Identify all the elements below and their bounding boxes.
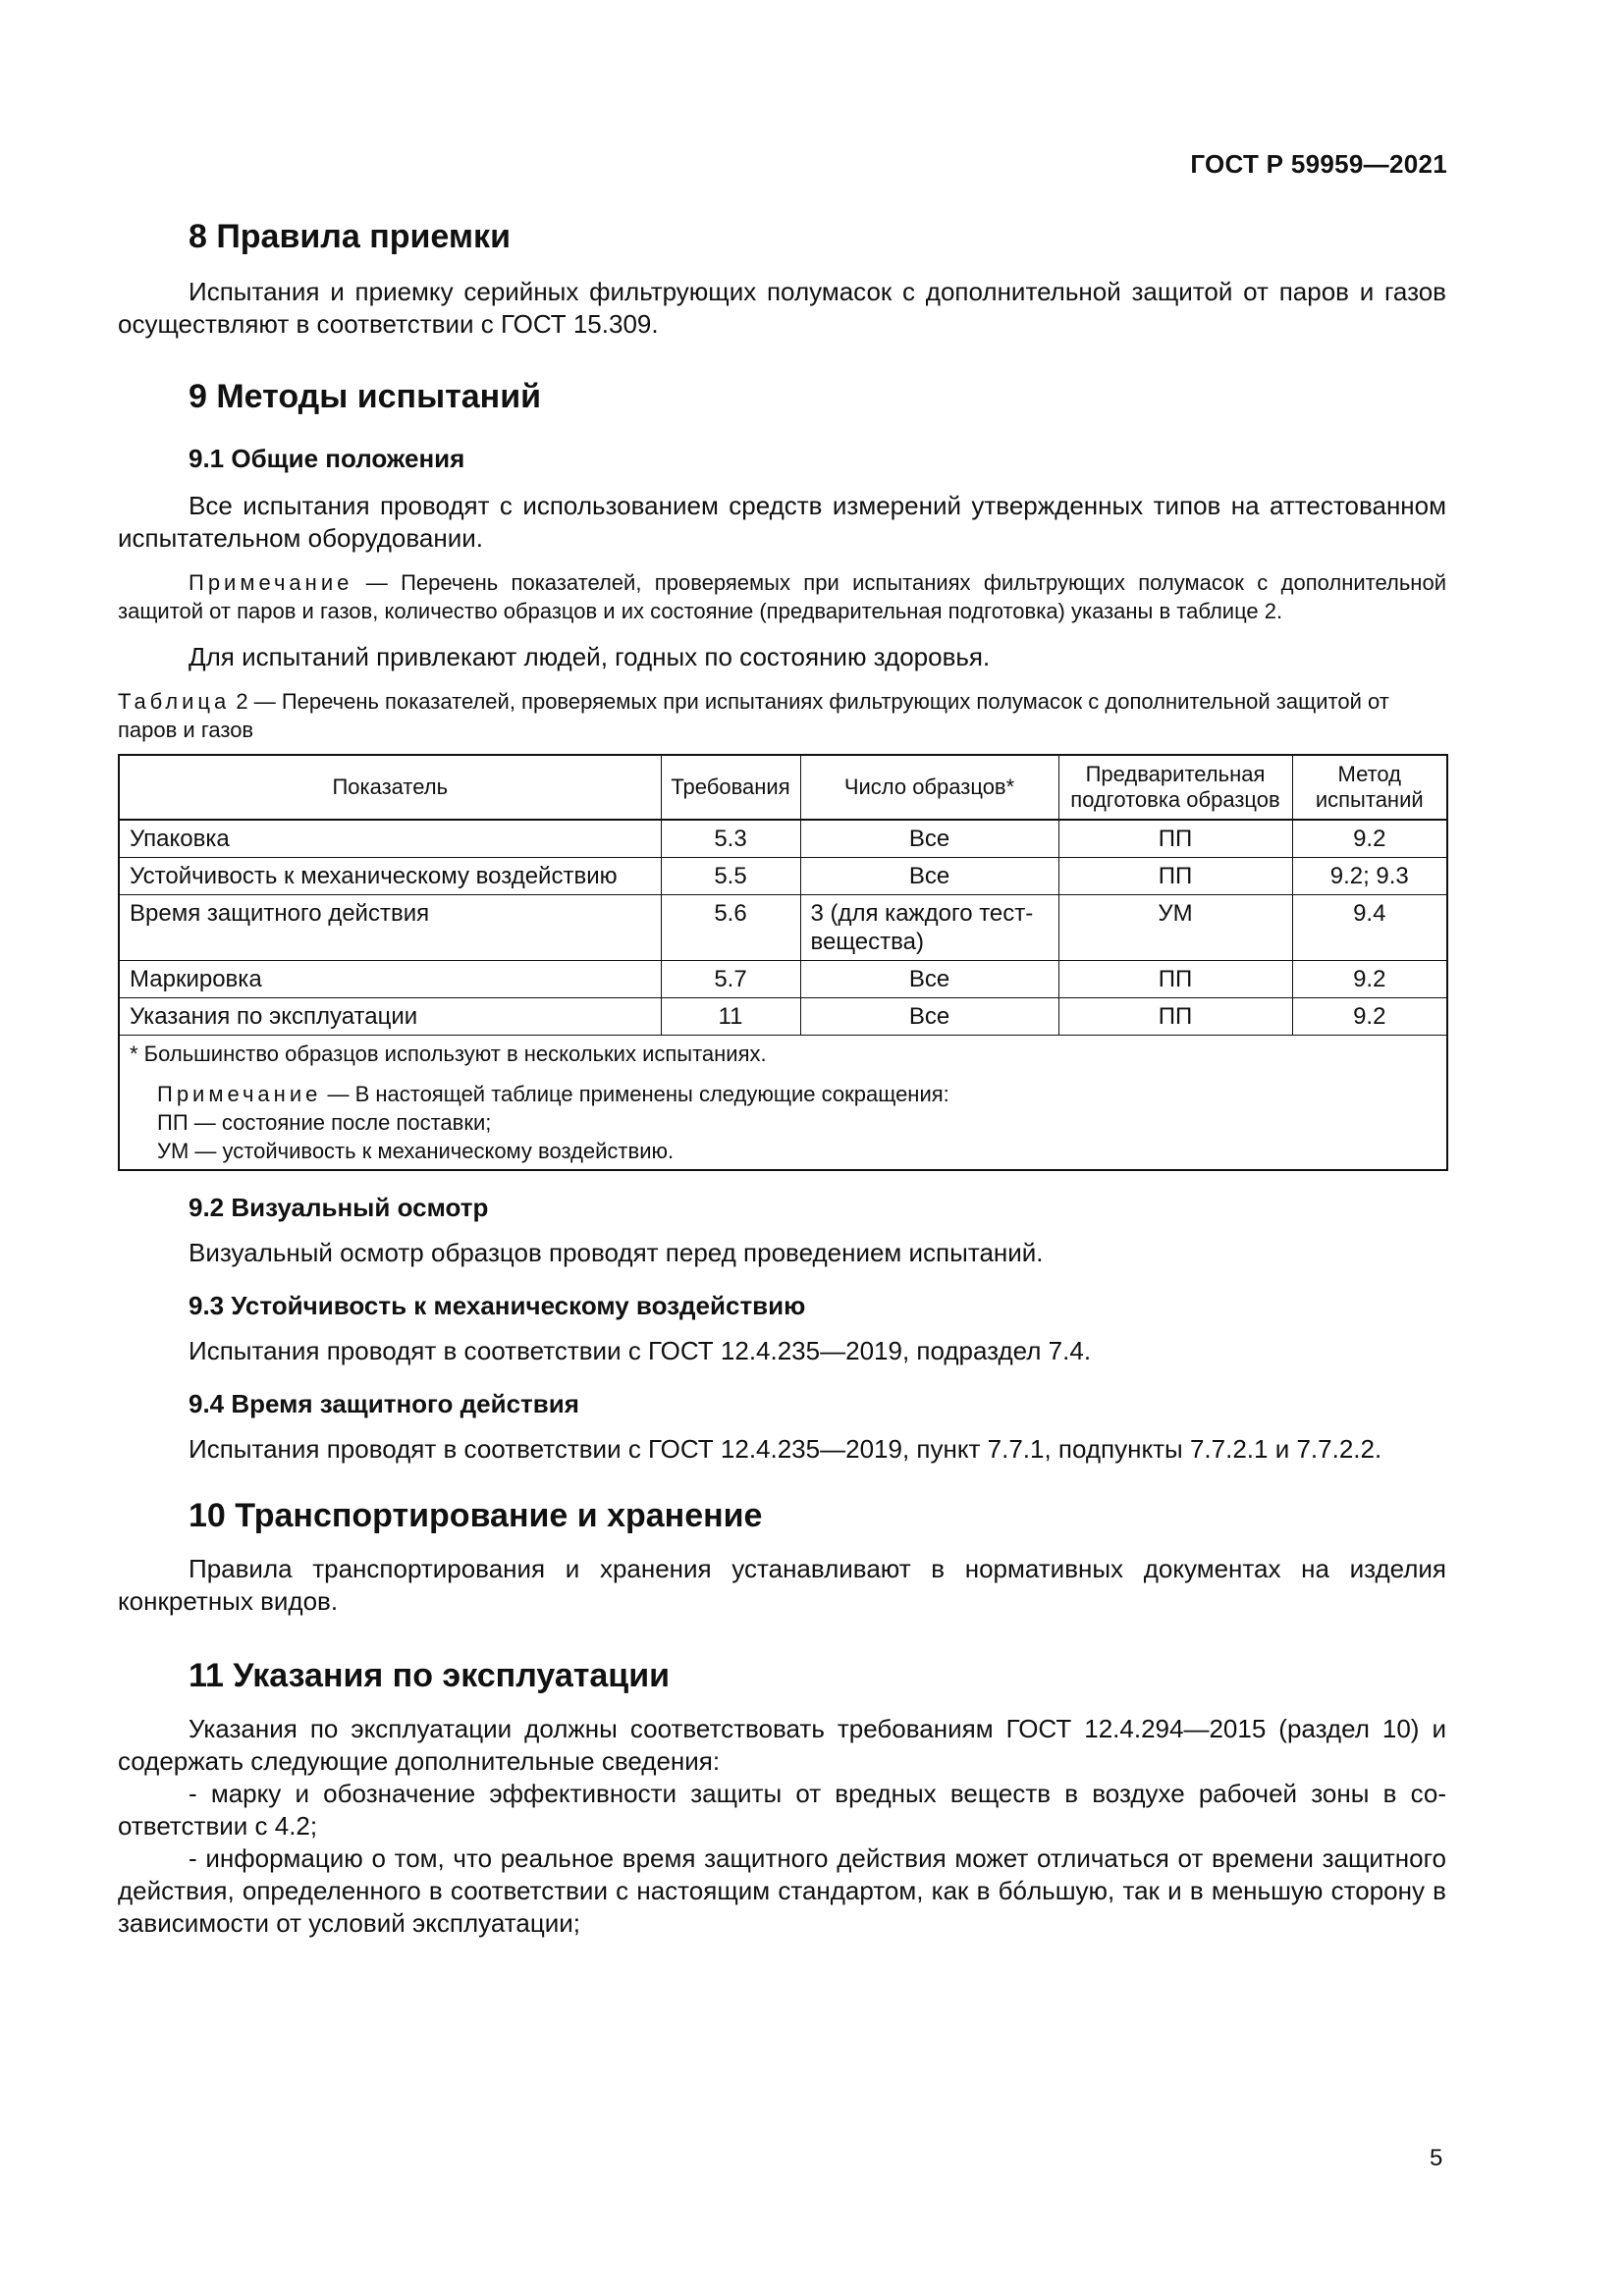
table-cell: Указания по эксплуатации (119, 998, 661, 1036)
table-note-line (157, 1080, 1436, 1108)
section-9-title: 9 Методы испытаний (189, 378, 542, 415)
table-note (157, 1080, 1436, 1165)
table-cell: 5.3 (661, 820, 800, 858)
table-cell: Время защитного действия (119, 895, 661, 961)
table-cell: 9.2 (1292, 961, 1447, 998)
table-abbr-item: УМ — устойчивость к механическому воздействию. (157, 1139, 675, 1163)
table-cell: ПП (1058, 961, 1292, 998)
table-cell: Маркировка (119, 961, 661, 998)
table-row (119, 998, 1447, 1036)
table-note-label: Примечание (157, 1082, 322, 1106)
section-9-1-paragraph-2: Для испытаний привлекают людей, годных по состоянию здоровья. (189, 642, 991, 671)
section-10-title: 10 Транспортирование и хранение (189, 1497, 763, 1534)
table-footnote: * Большинство образцов используют в нескольких испытаниях. (130, 1041, 767, 1066)
table-row (119, 961, 1447, 998)
document-code: ГОСТ Р 59959—2021 (1190, 149, 1447, 179)
section-9-4-title: 9.4 Время защитного действия (189, 1389, 579, 1418)
table-row (119, 858, 1447, 895)
table-cell: Упаковка (119, 820, 661, 858)
table-cell: Все (800, 998, 1058, 1036)
section-9-1-paragraph: Все испытания проводят с использованием средств измерений утвержденных типов на аттестованном испытательном оборудовании. (118, 491, 1446, 553)
table-note-text: — В настоящей таблице применены следующие сокращения: (321, 1082, 949, 1106)
section-9-1-title: 9.1 Общие положения (189, 444, 465, 473)
table-cell: 5.5 (661, 858, 800, 895)
table-footer-row (119, 1036, 1447, 1171)
table-cell: 3 (для каждого тест-вещества) (800, 895, 1058, 961)
page-content (118, 218, 1446, 1940)
section-9-3-paragraph: Испытания проводят в соответствии с ГОСТ 12.4.235—2019, подраздел 7.4. (189, 1336, 1092, 1365)
table-header-cell: Требования (661, 755, 800, 820)
page-number: 5 (1430, 2145, 1443, 2171)
section-9-3-title: 9.3 Устойчивость к механическому воздействию (189, 1291, 806, 1320)
table-cell: ПП (1058, 858, 1292, 895)
table-cell: 11 (661, 998, 800, 1036)
table-row (119, 820, 1447, 858)
table-header-row (119, 755, 1447, 820)
table-cell: Все (800, 858, 1058, 895)
table-footer (119, 1036, 1447, 1171)
table-header-cell: Число образцов* (800, 755, 1058, 820)
section-11-paragraph: Указания по эксплуатации должны соответствовать требованиям ГОСТ 12.4.294—2015 (раздел 10) и содержать следующие дополнительные сведения: (118, 1714, 1446, 1776)
section-8-title: 8 Правила приемки (189, 218, 511, 255)
section-10-paragraph: Правила транспортирования и хранения устанавливают в нормативных документах на изделия конкретных видов. (118, 1554, 1446, 1616)
table-2-caption (118, 687, 1446, 744)
section-11-title: 11 Указания по эксплуатации (189, 1657, 670, 1694)
table-cell: 9.2 (1292, 820, 1447, 858)
table-cell: 5.6 (661, 895, 800, 961)
table-cell: Все (800, 961, 1058, 998)
table-cell: 9.4 (1292, 895, 1447, 961)
table-caption-label: Таблица (118, 689, 231, 714)
section-8-paragraph: Испытания и приемку серийных фильтрующих полумасок с дополнительной защитой от паров и газов осуществляют в соответствии с ГОСТ 15.309. (118, 277, 1446, 339)
table-cell: Устойчивость к механическому воздействию (119, 858, 661, 895)
table-2 (118, 754, 1448, 1171)
table-cell: 9.2 (1292, 998, 1447, 1036)
table-header-cell: Предварительная подготовка образцов (1058, 755, 1292, 820)
section-9-1-note (118, 568, 1446, 625)
section-11-bullet-2: - информацию о том, что реальное время защитного действия может отличаться от времени защитного действия, определенного в соответствии с настоящим стандартом, как в бóльшую, так и в меньшую сторону в зависимости от условий эксплуатации; (118, 1843, 1446, 1938)
table-cell: 9.2; 9.3 (1292, 858, 1447, 895)
note-text: — Перечень показателей, проверяемых при испытаниях фильтрующих полумасок с дополнительной защитой от паров и газов, количество образцов и их состояние (предварительная подготовка) указаны в таблице 2. (118, 570, 1446, 623)
table-cell: ПП (1058, 998, 1292, 1036)
table-row (119, 895, 1447, 961)
table-cell: 5.7 (661, 961, 800, 998)
table-cell: УМ (1058, 895, 1292, 961)
table-header-cell: Метод испытаний (1292, 755, 1447, 820)
table-cell: ПП (1058, 820, 1292, 858)
table-header-cell: Показатель (119, 755, 661, 820)
section-9-2-title: 9.2 Визуальный осмотр (189, 1193, 489, 1222)
table-caption-text: 2 — Перечень показателей, проверяемых при испытаниях фильтрующих полумасок с дополнительной защитой от паров и газов (118, 689, 1389, 742)
table-abbr-item: ПП — состояние после поставки; (157, 1110, 492, 1135)
table-cell: Все (800, 820, 1058, 858)
section-11-bullet-1: - марку и обозначение эффективности защиты от вредных веществ в воздухе рабочей зоны в соответствии с 4.2; (118, 1779, 1446, 1841)
section-9-2-paragraph: Визуальный осмотр образцов проводят перед проведением испытаний. (189, 1238, 1044, 1267)
note-label: Примечание (189, 570, 353, 595)
section-9-4-paragraph: Испытания проводят в соответствии с ГОСТ 12.4.235—2019, пункт 7.7.1, подпункты 7.7.2.1 и 7.7.2.2. (189, 1434, 1382, 1464)
